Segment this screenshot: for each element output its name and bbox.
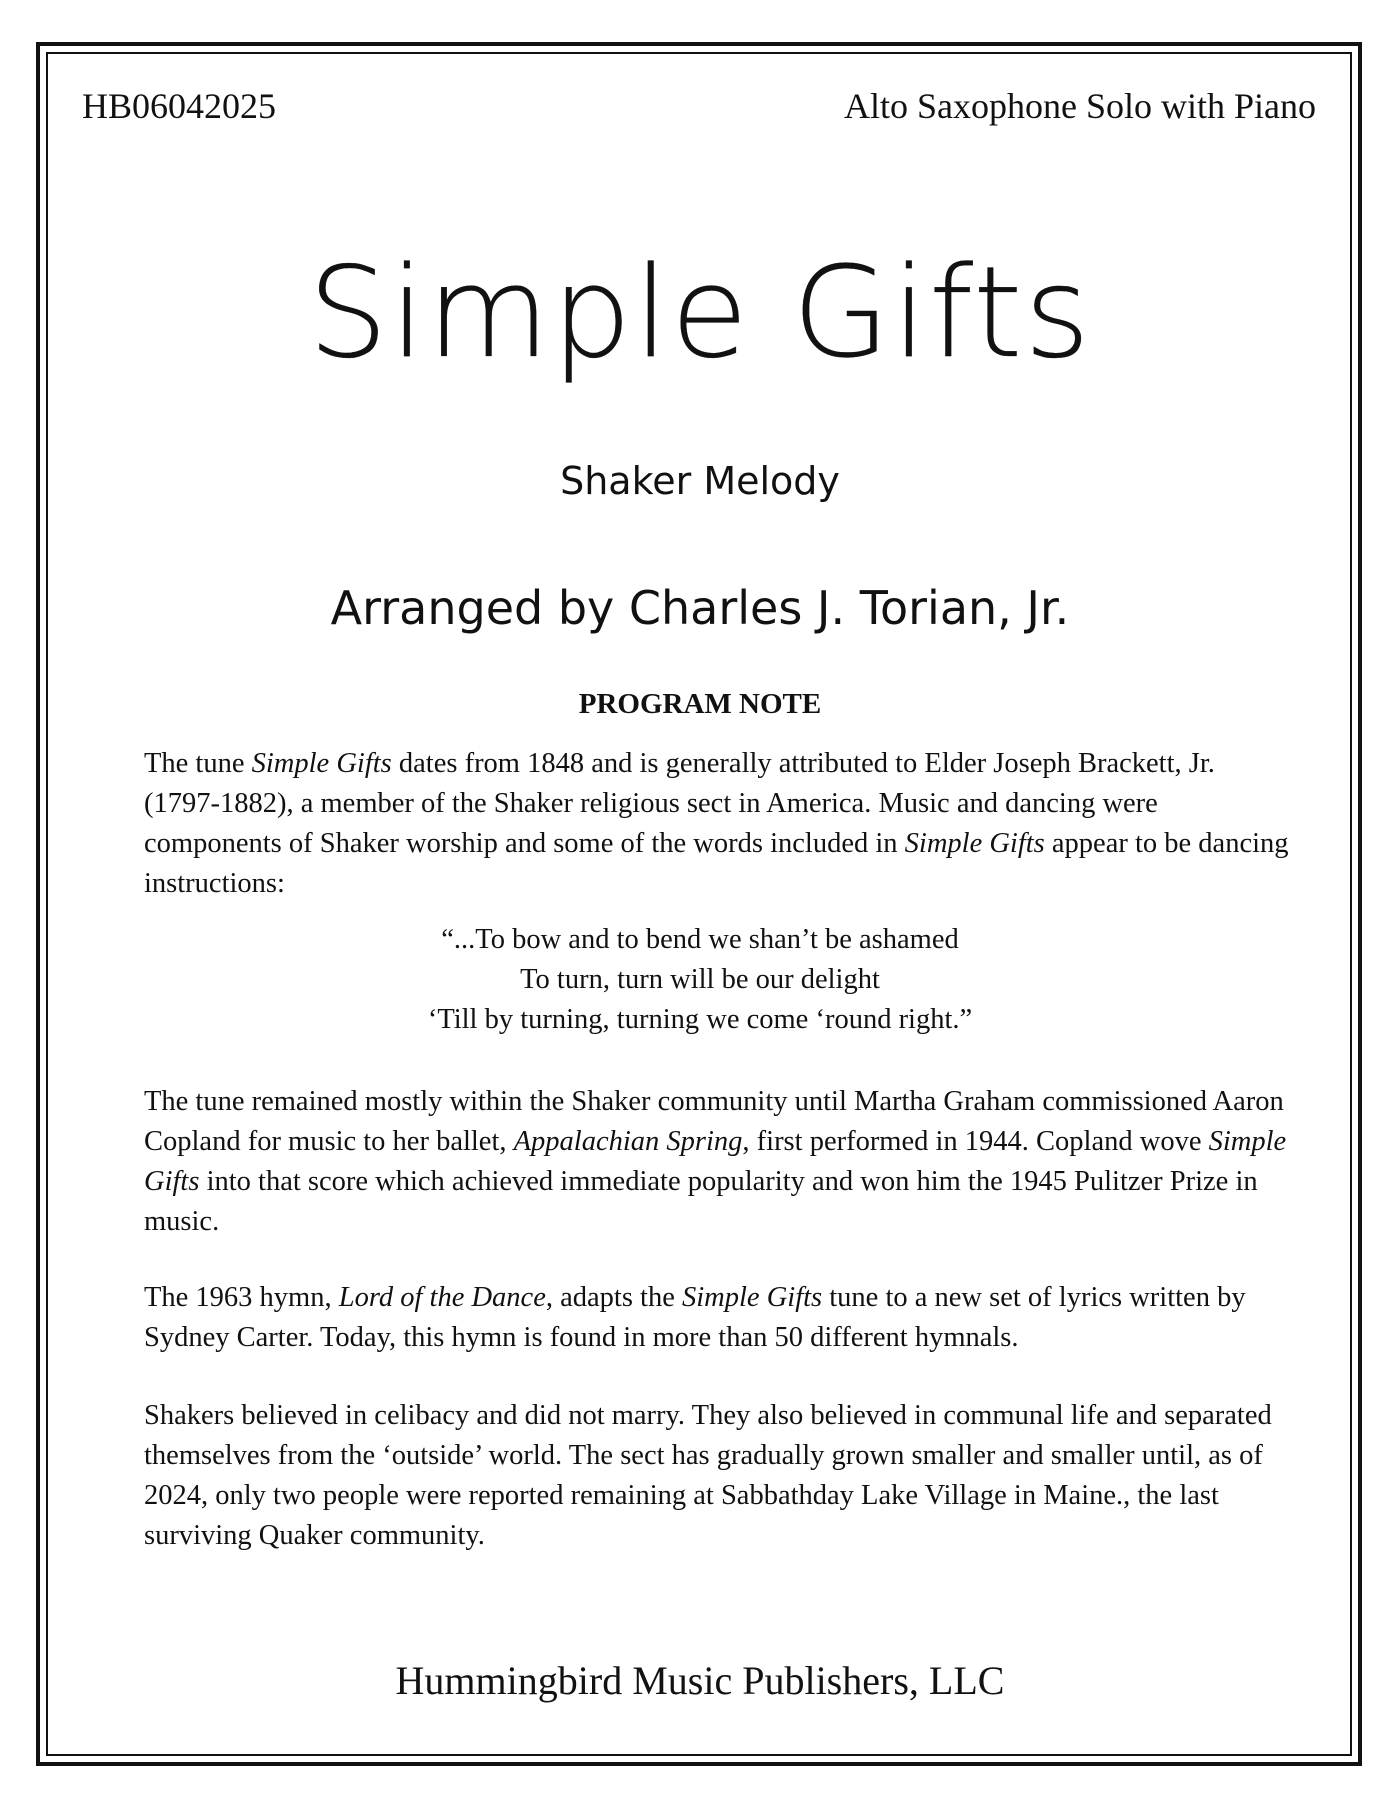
page-title: Simple Gifts [307,239,1093,386]
catalog-number: HB06042025 [82,86,277,126]
program-note-heading: PROGRAM NOTE [578,688,822,720]
lyric-quote [0,920,1400,1040]
text-run: The tune remained mostly within the Shaker community until Martha Graham commissioned Aaron Copland for music to her ballet, [144,1086,1284,1157]
program-note-paragraph-4: Shakers believed in celibacy and did not marry. They also believed in communal life and separated themselves from the ‘outside’ world. The sect has gradually grown smaller and smaller until, as of 2024, only two people were reported remaining at Sabbathday Lake Village in Maine., the last surviving Quaker community. [144,1400,1272,1551]
quote-line: “...To bow and to bend we shan’t be ashamed [441,924,959,955]
italic-title: Lord of the Dance [338,1282,546,1313]
instrumentation: Alto Saxophone Solo with Piano [843,86,1316,126]
arranger-credit: Arranged by Charles J. Torian, Jr. [330,581,1070,635]
program-note-paragraph-1 [144,744,1294,904]
text-run: appear to be dancing instructions: [144,828,1289,899]
italic-title: Simple Gifts [904,828,1045,859]
text-run: into that score which achieved immediate popularity and won him the 1945 Pulitzer Prize in music. [144,1166,1258,1237]
text-run: , first performed in 1944. Copland wove [742,1126,1209,1157]
program-note-paragraph-2 [144,1082,1294,1242]
italic-title: Appalachian Spring [513,1126,743,1157]
publisher-name: Hummingbird Music Publishers, LLC [395,1658,1005,1703]
text-run: , adapts the [545,1282,683,1313]
italic-title: Simple Gifts [144,1126,1287,1197]
text-run: The tune [144,748,252,779]
program-note-paragraph-3 [144,1278,1294,1358]
quote-line: ‘Till by turning, turning we come ‘round right.” [427,1004,973,1035]
text-run: dates from 1848 and is generally attributed to Elder Joseph Brackett, Jr. (1797-1882), a member of the Shaker religious sect in America. Music and dancing were components of Shaker worship and some of the words included in [144,748,1215,859]
subtitle: Shaker Melody [560,459,840,503]
text-run: tune to a new set of lyrics written by Sydney Carter. Today, this hymn is found in more than 50 different hymnals. [144,1282,1246,1353]
text-run: The 1963 hymn, [144,1282,339,1313]
italic-title: Simple Gifts [251,748,392,779]
quote-line: To turn, turn will be our delight [520,964,880,995]
italic-title: Simple Gifts [682,1282,823,1313]
